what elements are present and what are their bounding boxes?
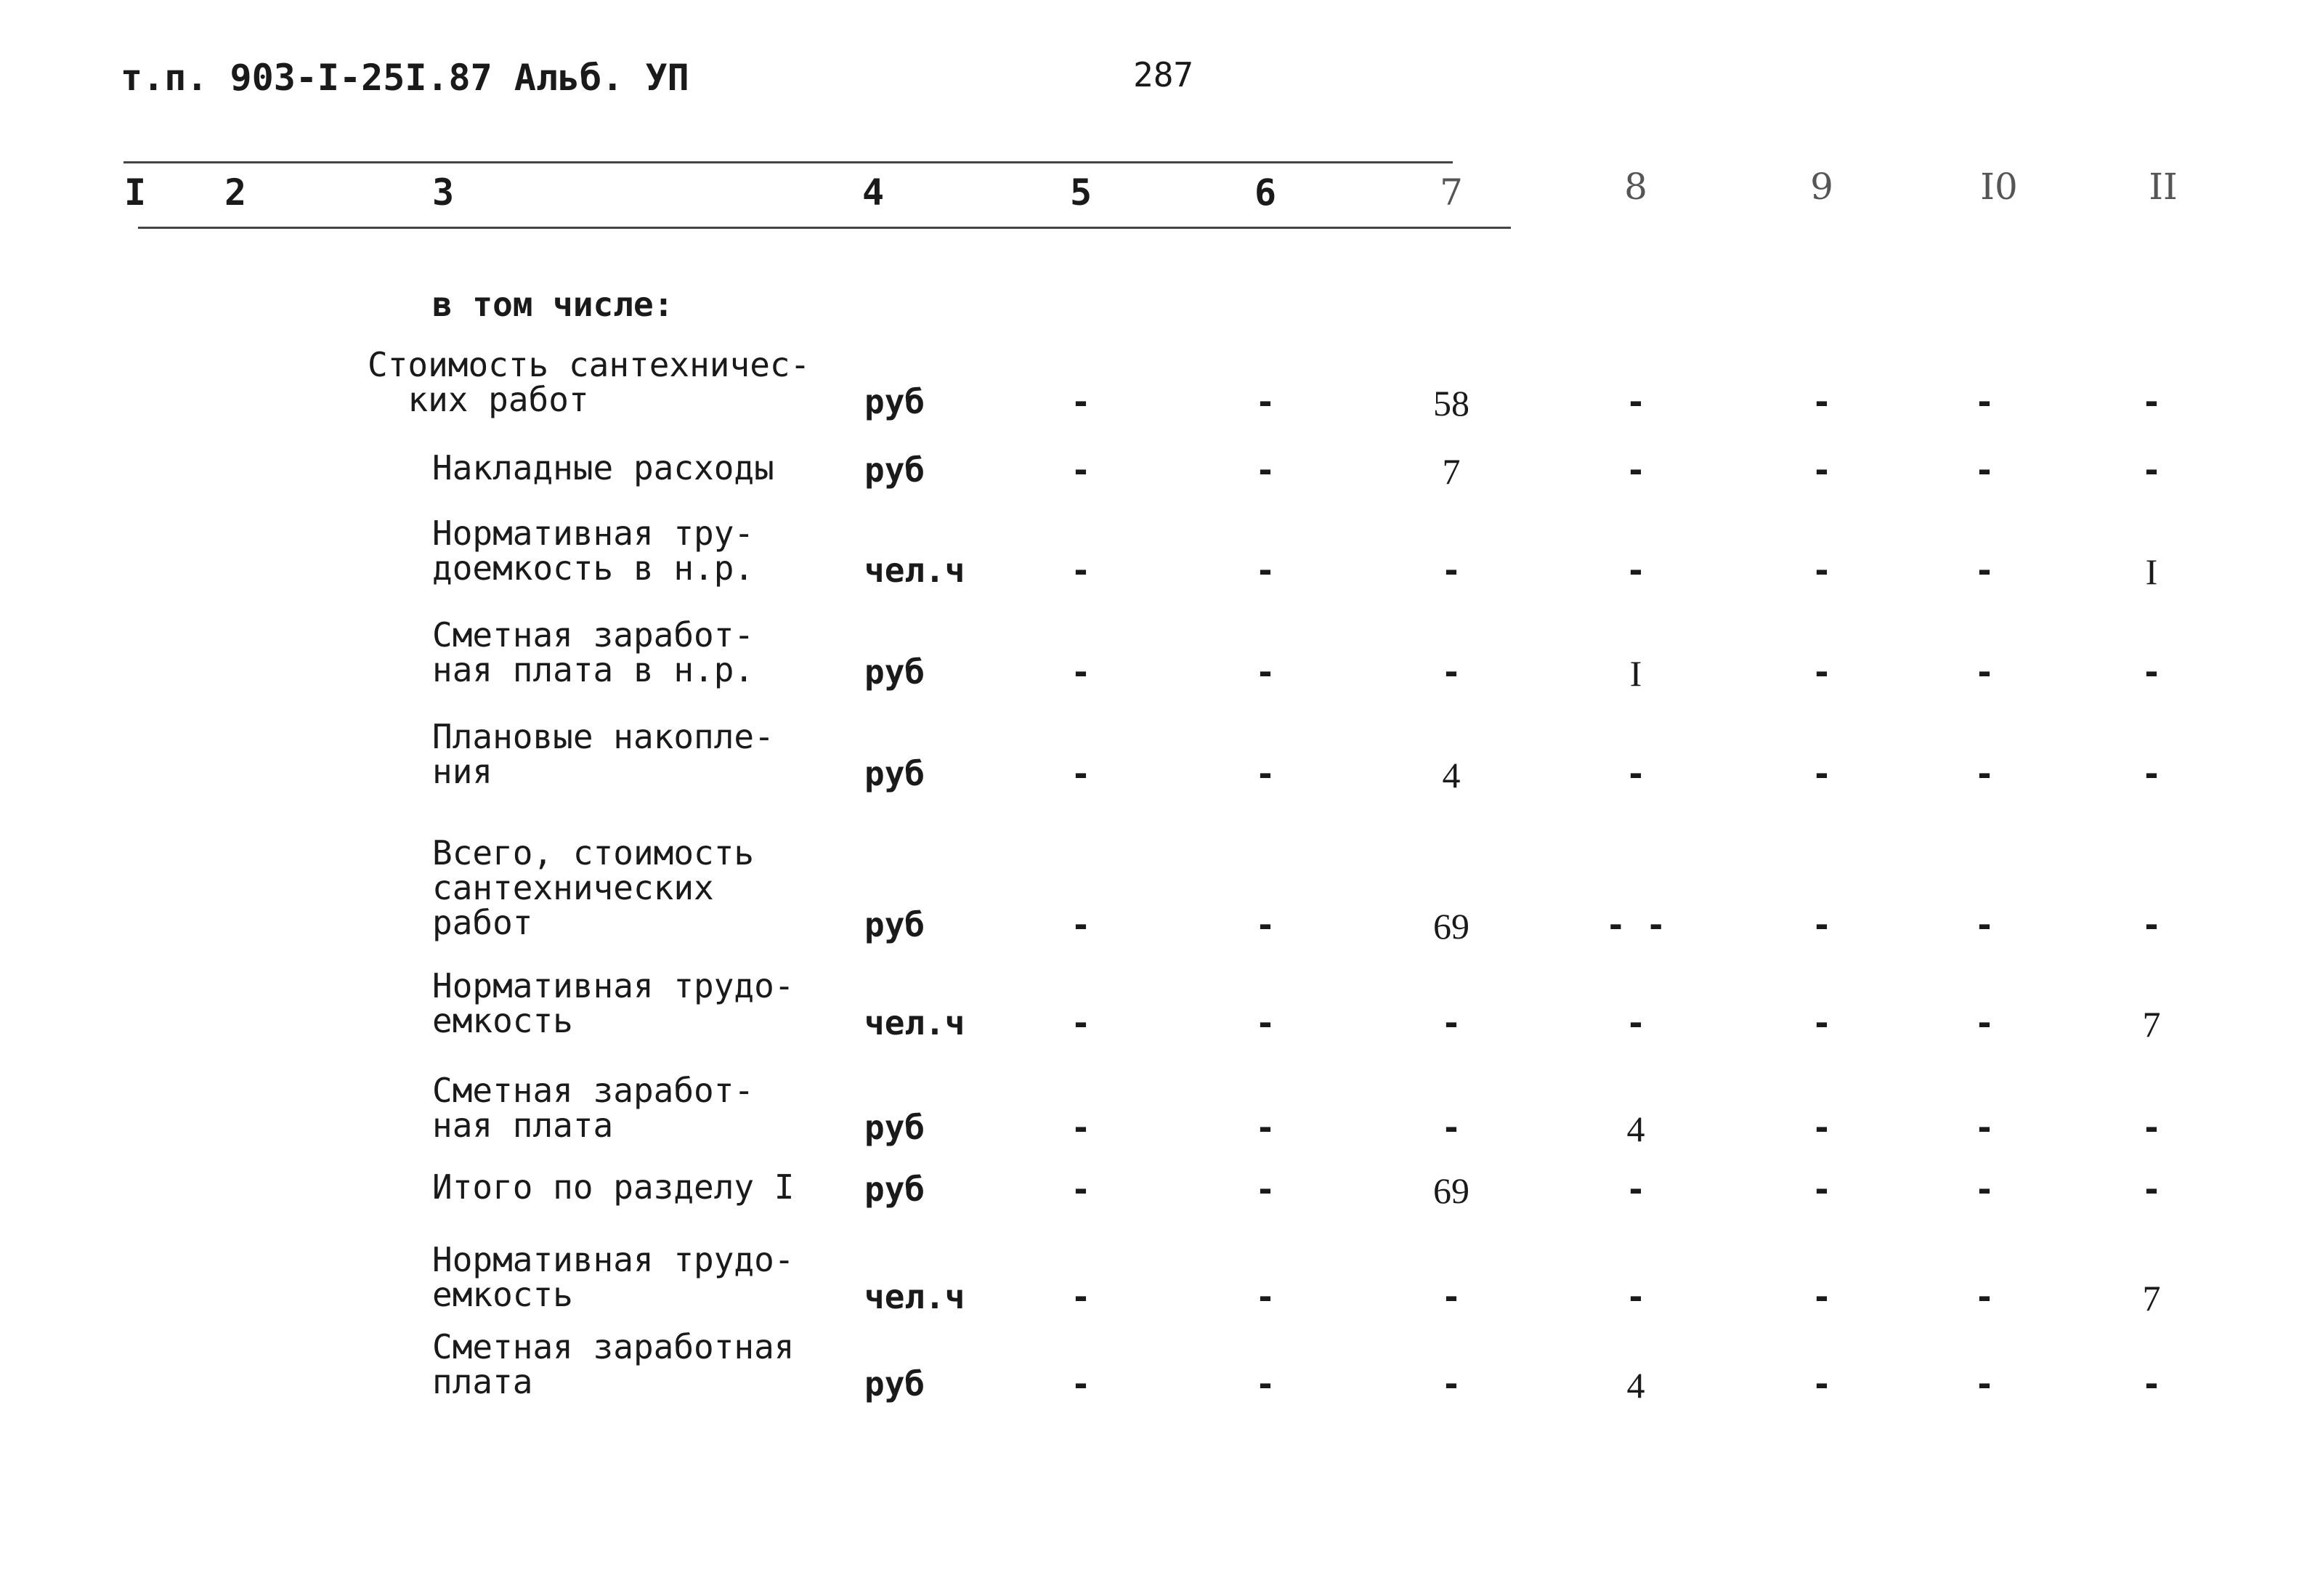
row-value-col-5: - — [1071, 652, 1091, 692]
row-label: Нормативная тру- доемкость в н.р. — [432, 514, 755, 588]
row-unit: руб — [864, 905, 925, 944]
row-value-col-11: - — [2141, 652, 2162, 692]
row-value-col-6: - — [1255, 1003, 1276, 1042]
row-value-col-9: - — [1812, 551, 1832, 590]
row-value-col-11: - — [2141, 1170, 2162, 1209]
column-header-10: I0 — [1980, 166, 2018, 208]
row-unit: руб — [864, 754, 925, 793]
row-value-col-10: - — [1974, 1170, 1995, 1209]
row-value-col-11: - — [2141, 905, 2162, 944]
row-value-col-6: - — [1255, 1364, 1276, 1403]
row-label: Нормативная трудо- емкость — [432, 966, 795, 1040]
row-unit: чел.ч — [864, 1277, 965, 1316]
row-value-col-7: 7 — [1442, 451, 1461, 492]
row-value-col-8: 4 — [1626, 1109, 1645, 1149]
row-label: Сметная заработ- ная плата — [432, 1071, 755, 1145]
row-value-col-7: 69 — [1433, 906, 1469, 947]
row-value-col-8: - - — [1605, 905, 1666, 944]
column-header-2: 2 — [224, 171, 247, 214]
row-value-col-6: - — [1255, 1170, 1276, 1209]
row-value-col-9: - — [1812, 652, 1832, 692]
column-header-1: I — [123, 171, 147, 214]
row-value-col-6: - — [1255, 905, 1276, 944]
row-value-col-6: - — [1255, 754, 1276, 793]
row-unit: руб — [864, 1364, 925, 1403]
row-value-col-9: - — [1812, 1277, 1832, 1316]
row-value-col-6: - — [1255, 551, 1276, 590]
row-value-col-9: - — [1812, 754, 1832, 793]
column-header-6: 6 — [1254, 171, 1277, 214]
row-value-col-6: - — [1255, 652, 1276, 692]
row-value-col-5: - — [1071, 905, 1091, 944]
row-value-col-8: 4 — [1626, 1365, 1645, 1406]
row-value-col-11: - — [2141, 1108, 2162, 1147]
header-rule-top — [123, 161, 1453, 163]
row-value-col-11: - — [2141, 382, 2162, 421]
row-value-col-8: - — [1626, 382, 1646, 421]
row-value-col-5: - — [1071, 1003, 1091, 1042]
row-value-col-7: 58 — [1433, 383, 1469, 424]
row-value-col-11: I — [2145, 551, 2158, 592]
row-value-col-10: - — [1974, 754, 1995, 793]
row-value-col-10: - — [1974, 382, 1995, 421]
row-value-col-9: - — [1812, 905, 1832, 944]
column-header-9: 9 — [1810, 166, 1833, 208]
row-value-col-9: - — [1812, 382, 1832, 421]
column-header-8: 8 — [1624, 166, 1647, 208]
row-value-col-7: - — [1441, 1108, 1461, 1147]
row-value-col-7: 69 — [1433, 1170, 1469, 1211]
row-value-col-8: - — [1626, 1170, 1646, 1209]
row-value-col-5: - — [1071, 382, 1091, 421]
row-value-col-8: - — [1626, 551, 1646, 590]
row-unit: руб — [864, 450, 925, 490]
row-value-col-7: - — [1441, 1003, 1461, 1042]
row-value-col-5: - — [1071, 1170, 1091, 1209]
row-value-col-10: - — [1974, 551, 1995, 590]
header-rule-bottom — [138, 227, 1511, 229]
row-value-col-10: - — [1974, 450, 1995, 490]
row-value-col-6: - — [1255, 1108, 1276, 1147]
row-value-col-7: - — [1441, 1364, 1461, 1403]
row-value-col-11: - — [2141, 1364, 2162, 1403]
row-value-col-11: - — [2141, 754, 2162, 793]
row-value-col-7: - — [1441, 551, 1461, 590]
document-id: т.п. 903-I-25I.87 Альб. УП — [121, 57, 689, 99]
column-header-7: 7 — [1440, 171, 1463, 214]
row-value-col-11: 7 — [2142, 1278, 2161, 1318]
row-unit: чел.ч — [864, 1003, 965, 1042]
row-unit: руб — [864, 1108, 925, 1147]
row-value-col-8: - — [1626, 1003, 1646, 1042]
row-value-col-10: - — [1974, 652, 1995, 692]
row-value-col-11: 7 — [2142, 1004, 2161, 1045]
row-unit: руб — [864, 652, 925, 692]
row-value-col-5: - — [1071, 1108, 1091, 1147]
row-value-col-8: - — [1626, 450, 1646, 490]
row-value-col-9: - — [1812, 1003, 1832, 1042]
column-header-4: 4 — [861, 171, 885, 214]
row-value-col-10: - — [1974, 1108, 1995, 1147]
row-unit: руб — [864, 382, 925, 421]
row-value-col-10: - — [1974, 1003, 1995, 1042]
row-label: Плановые накопле- ния — [432, 717, 774, 791]
row-unit: чел.ч — [864, 551, 965, 590]
row-value-col-6: - — [1255, 1277, 1276, 1316]
row-value-col-6: - — [1255, 450, 1276, 490]
row-value-col-5: - — [1071, 1364, 1091, 1403]
row-value-col-9: - — [1812, 1108, 1832, 1147]
column-header-11: II — [2149, 166, 2178, 208]
subheading: в том числе: — [432, 285, 674, 324]
row-label: Сметная заработная плата — [432, 1327, 795, 1401]
row-value-col-6: - — [1255, 382, 1276, 421]
row-value-col-9: - — [1812, 1364, 1832, 1403]
row-value-col-5: - — [1071, 1277, 1091, 1316]
column-header-3: 3 — [431, 171, 455, 214]
row-label: Итого по разделу I — [432, 1167, 795, 1207]
row-value-col-7: 4 — [1442, 755, 1461, 795]
row-value-col-9: - — [1812, 1170, 1832, 1209]
row-value-col-10: - — [1974, 1277, 1995, 1316]
row-label: Накладные расходы — [432, 448, 774, 487]
row-label: Всего, стоимость сантехнических работ — [432, 833, 755, 942]
row-value-col-5: - — [1071, 551, 1091, 590]
row-value-col-8: - — [1626, 754, 1646, 793]
row-value-col-10: - — [1974, 905, 1995, 944]
row-value-col-7: - — [1441, 652, 1461, 692]
row-value-col-10: - — [1974, 1364, 1995, 1403]
row-label: Сметная заработ- ная плата в н.р. — [432, 615, 755, 689]
row-value-col-8: - — [1626, 1277, 1646, 1316]
row-value-col-7: - — [1441, 1277, 1461, 1316]
row-value-col-11: - — [2141, 450, 2162, 490]
row-value-col-9: - — [1812, 450, 1832, 490]
row-label: Стоимость сантехничес- ких работ — [368, 345, 811, 419]
row-value-col-8: I — [1629, 653, 1642, 694]
row-unit: руб — [864, 1170, 925, 1209]
row-label: Нормативная трудо- емкость — [432, 1240, 795, 1314]
page-number: 287 — [1133, 55, 1194, 94]
column-header-5: 5 — [1069, 171, 1092, 214]
row-value-col-5: - — [1071, 450, 1091, 490]
row-value-col-5: - — [1071, 754, 1091, 793]
